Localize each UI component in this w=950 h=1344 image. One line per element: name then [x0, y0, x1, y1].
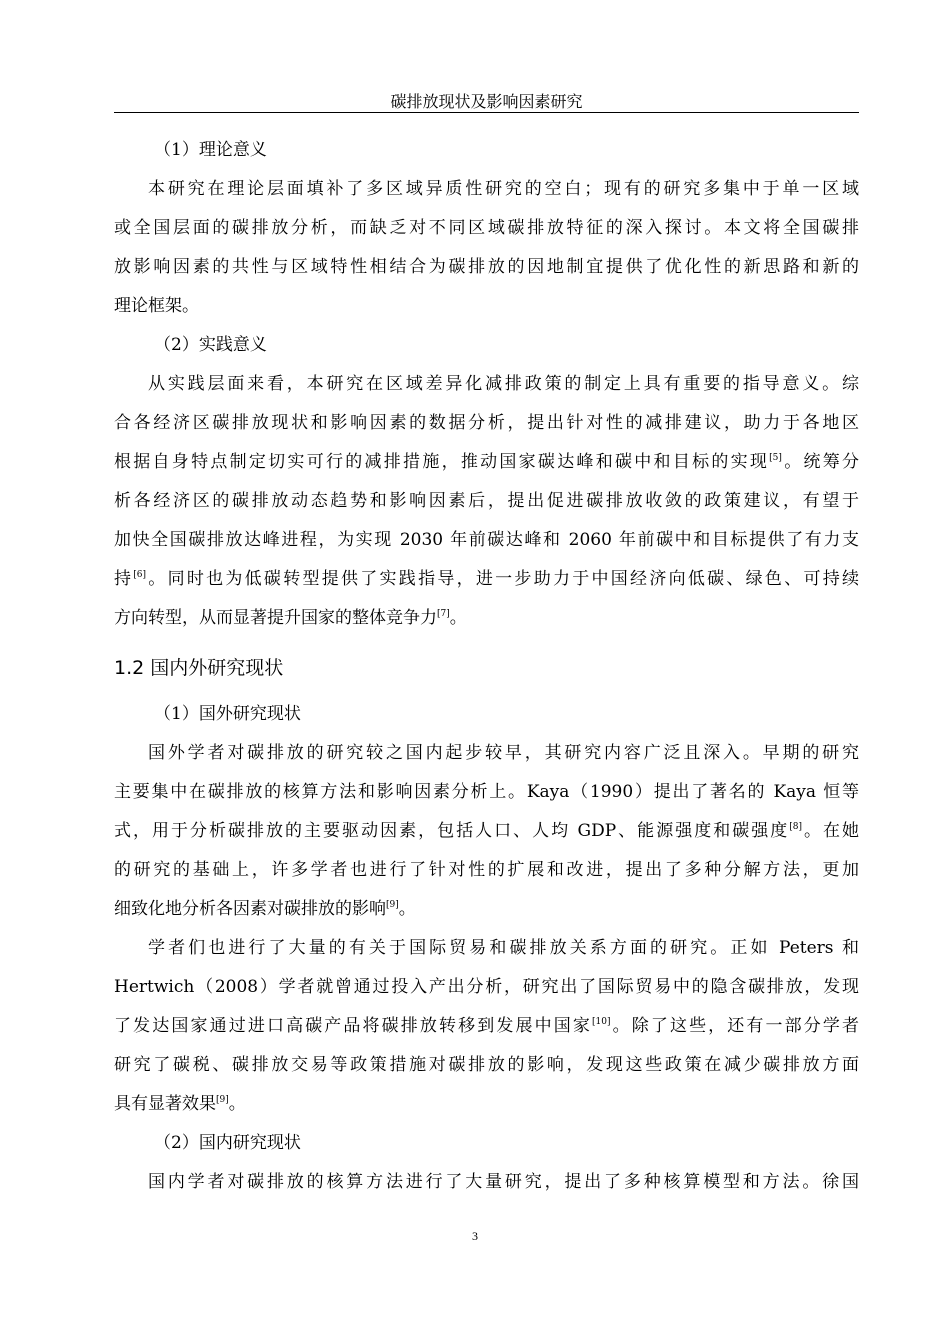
citation-ref: [9]: [216, 1095, 229, 1105]
subheading-theory: （1）理论意义: [154, 140, 267, 160]
paragraph-line: 的研究的基础上，许多学者也进行了针对性的扩展和改进，提出了多种分解方法，更加: [114, 860, 859, 880]
paragraph-line: 理论框架。: [114, 296, 199, 316]
line-text: 。: [228, 1094, 246, 1114]
paragraph-line: Hertwich（2008）学者就曾通过投入产出分析，研究出了国际贸易中的隐含碳排放，发现: [114, 977, 859, 997]
line-text: 。: [449, 608, 467, 628]
line-text: 式，用于分析碳排放的主要驱动因素，包括人口、人均 GDP、能源强度和碳强度: [114, 821, 790, 841]
line-text: 方向转型，从而显著提升国家的整体竞争力: [114, 608, 437, 628]
citation-ref: [8]: [789, 822, 802, 832]
page-body: [114, 131, 859, 1202]
paragraph-line: 本研究在理论层面填补了多区域异质性研究的空白；现有的研究多集中于单一区域: [148, 179, 859, 199]
paragraph-line: 主要集中在碳排放的核算方法和影响因素分析上。Kaya（1990）提出了著名的 Kaya 恒等: [114, 782, 859, 802]
running-header-title: 碳排放现状及影响因素研究: [390, 92, 583, 111]
paragraph-line: 合各经济区碳排放现状和影响因素的数据分析，提出针对性的减排建议，助力于各地区: [114, 413, 859, 433]
line-text: 。统筹分: [781, 452, 860, 472]
line-text: 。: [398, 899, 416, 919]
page-number: 3: [472, 1229, 478, 1243]
line-text: 。同时也为低碳转型提供了实践指导，进一步助力于中国经济向低碳、绿色、可持续: [146, 569, 860, 589]
line-text: 具有显著效果: [114, 1094, 216, 1114]
paragraph-line: 国内学者对碳排放的核算方法进行了大量研究，提出了多种核算模型和方法。徐国: [148, 1172, 859, 1192]
line-text: 根据自身特点制定切实可行的减排措施，推动国家碳达峰和碳中和目标的实现: [114, 452, 770, 472]
citation-ref: [7]: [437, 609, 450, 619]
paragraph-line: 研究了碳税、碳排放交易等政策措施对碳排放的影响，发现这些政策在减少碳排放方面: [114, 1055, 859, 1075]
citation-ref: [6]: [133, 570, 147, 580]
subheading-foreign: （1）国外研究现状: [154, 704, 301, 724]
paragraph-line: 加快全国碳排放达峰进程，为实现 2030 年前碳达峰和 2060 年前碳中和目标提供了有力支: [114, 530, 859, 550]
citation-ref: [5]: [769, 453, 782, 463]
subheading-practice: （2）实践意义: [154, 335, 267, 355]
paragraph-line: [114, 443, 859, 482]
paragraph-line: [114, 599, 859, 638]
paragraph-line: [114, 812, 859, 851]
citation-ref: [9]: [386, 900, 399, 910]
citation-ref: [10]: [591, 1017, 611, 1027]
section-title: 1.2 国内外研究现状: [114, 657, 284, 679]
line-text: 细致化地分析各因素对碳排放的影响: [114, 899, 386, 919]
running-header: [114, 91, 859, 113]
paragraph-line: 放影响因素的共性与区域特性相结合为碳排放的因地制宜提供了优化性的新思路和新的: [114, 257, 859, 277]
paragraph-line: [114, 560, 859, 599]
paragraph-line: [114, 1085, 859, 1124]
paragraph-line: 学者们也进行了大量的有关于国际贸易和碳排放关系方面的研究。正如 Peters 和: [148, 938, 859, 958]
line-text: 。在她: [801, 821, 859, 841]
paragraph-line: 国外学者对碳排放的研究较之国内起步较早，其研究内容广泛且深入。早期的研究: [148, 743, 859, 763]
line-text: 了发达国家通过进口高碳产品将碳排放转移到发展中国家: [114, 1016, 592, 1036]
line-text: 持: [114, 569, 134, 589]
paragraph-line: 从实践层面来看，本研究在区域差异化减排政策的制定上具有重要的指导意义。综: [148, 374, 859, 394]
line-text: 。除了这些，还有一部分学者: [610, 1016, 860, 1036]
subheading-domestic: （2）国内研究现状: [154, 1133, 301, 1153]
paragraph-line: [114, 1007, 859, 1046]
paragraph-line: 或全国层面的碳排放分析，而缺乏对不同区域碳排放特征的深入探讨。本文将全国碳排: [114, 218, 859, 238]
paragraph-line: [114, 890, 859, 929]
paragraph-line: 析各经济区的碳排放动态趋势和影响因素后，提出促进碳排放收敛的政策建议，有望于: [114, 491, 859, 511]
